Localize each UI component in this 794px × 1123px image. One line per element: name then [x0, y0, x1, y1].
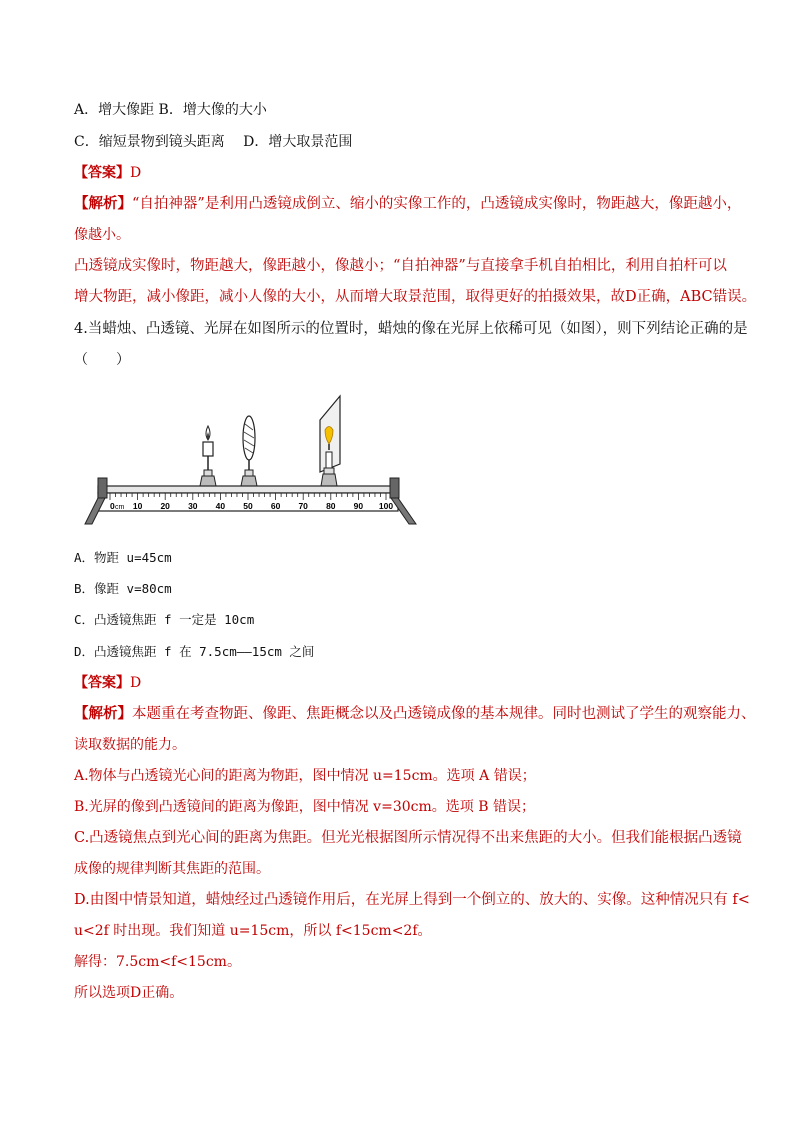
q4-analysis-2: 读取数据的能力。	[74, 737, 186, 753]
scale-label: 100	[378, 501, 394, 511]
candle	[200, 426, 216, 486]
convex-lens	[241, 416, 257, 486]
optical-bench-figure	[84, 392, 424, 527]
scale-label: 60	[270, 501, 281, 511]
q3-analysis-1	[74, 194, 741, 214]
q4-analysis-1	[74, 704, 756, 724]
scale-label: 20	[160, 501, 170, 511]
scale-label: 50	[243, 501, 253, 511]
answer-value: D	[130, 675, 142, 691]
scale-label: 80	[326, 501, 336, 511]
q3-analysis-2: 像越小。	[74, 227, 130, 243]
q4-analysis-c1: C.凸透镜焦点到光心间的距离为焦距。但光光根据图所示情况得不出来焦距的大小。但我们能根据凸透镜	[74, 830, 742, 846]
q4-option-b: B．像距 v=80cm	[74, 581, 172, 596]
analysis-text: 本题重在考查物距、像距、焦距概念以及凸透镜成像的基本规律。同时也测试了学生的观察能力、	[132, 706, 756, 722]
q4-conclusion: 所以选项D正确。	[74, 985, 184, 1001]
analysis-tag: 【解析】	[74, 195, 132, 212]
q4-stem-2: （ ）	[74, 352, 130, 368]
q3-option-ab: A．增大像距 B．增大像的大小	[74, 102, 267, 118]
q4-analysis-d1: D.由图中情景知道，蜡烛经过凸透镜作用后，在光屏上得到一个倒立的、放大的、实像。这种情况只有 f<	[74, 892, 750, 908]
q4-solve: 解得：7.5cm<f<15cm。	[74, 954, 241, 970]
q4-analysis-c2: 成像的规律判断其焦距的范围。	[74, 861, 270, 877]
q4-answer	[74, 673, 141, 693]
analysis-text: “自拍神器”是利用凸透镜成倒立、缩小的实像工作的，凸透镜成实像时，物距越大，像距越小，	[132, 196, 742, 212]
answer-tag: 【答案】	[74, 165, 130, 181]
analysis-tag: 【解析】	[74, 705, 132, 722]
q4-stem-1: 4.当蜡烛、凸透镜、光屏在如图所示的位置时，蜡烛的像在光屏上依稀可见（如图），则下列结论正确的是	[74, 321, 748, 337]
q3-analysis-4: 增大物距，减小像距，减小人像的大小，从而增大取景范围，取得更好的拍摄效果，故D正确，ABC错误。	[74, 289, 757, 305]
q3-option-cd: C．缩短景物到镜头距离 D．增大取景范围	[74, 134, 353, 150]
answer-value: D	[130, 165, 142, 181]
q4-analysis-a: A.物体与凸透镜光心间的距离为物距，图中情况 u=15cm。选项 A 错误；	[74, 768, 536, 784]
q4-option-c: C．凸透镜焦距 f 一定是 10cm	[74, 612, 255, 627]
q4-option-d: D．凸透镜焦距 f 在 7.5cm——15cm 之间	[74, 644, 315, 659]
answer-tag: 【答案】	[74, 675, 130, 691]
scale-label: 70	[298, 501, 308, 511]
q4-analysis-d2: u<2f 时出现。我们知道 u=15cm，所以 f<15cm<2f。	[74, 923, 432, 939]
scale-label: 90	[353, 501, 364, 511]
light-screen	[320, 396, 340, 486]
scale-unit: cm	[115, 504, 125, 511]
q3-analysis-3: 凸透镜成实像时，物距越大，像距越小，像越小；“自拍神器”与直接拿手机自拍相比，利用自拍杆可以	[74, 258, 727, 274]
scale-label: 0	[110, 501, 115, 511]
q4-option-a: A．物距 u=45cm	[74, 550, 172, 565]
scale-label: 30	[188, 501, 198, 511]
q3-answer	[74, 163, 141, 183]
q4-analysis-b: B.光屏的像到凸透镜间的距离为像距，图中情况 v=30cm。选项 B 错误；	[74, 799, 535, 815]
scale-label: 10	[132, 501, 143, 511]
scale-label: 40	[215, 501, 226, 511]
